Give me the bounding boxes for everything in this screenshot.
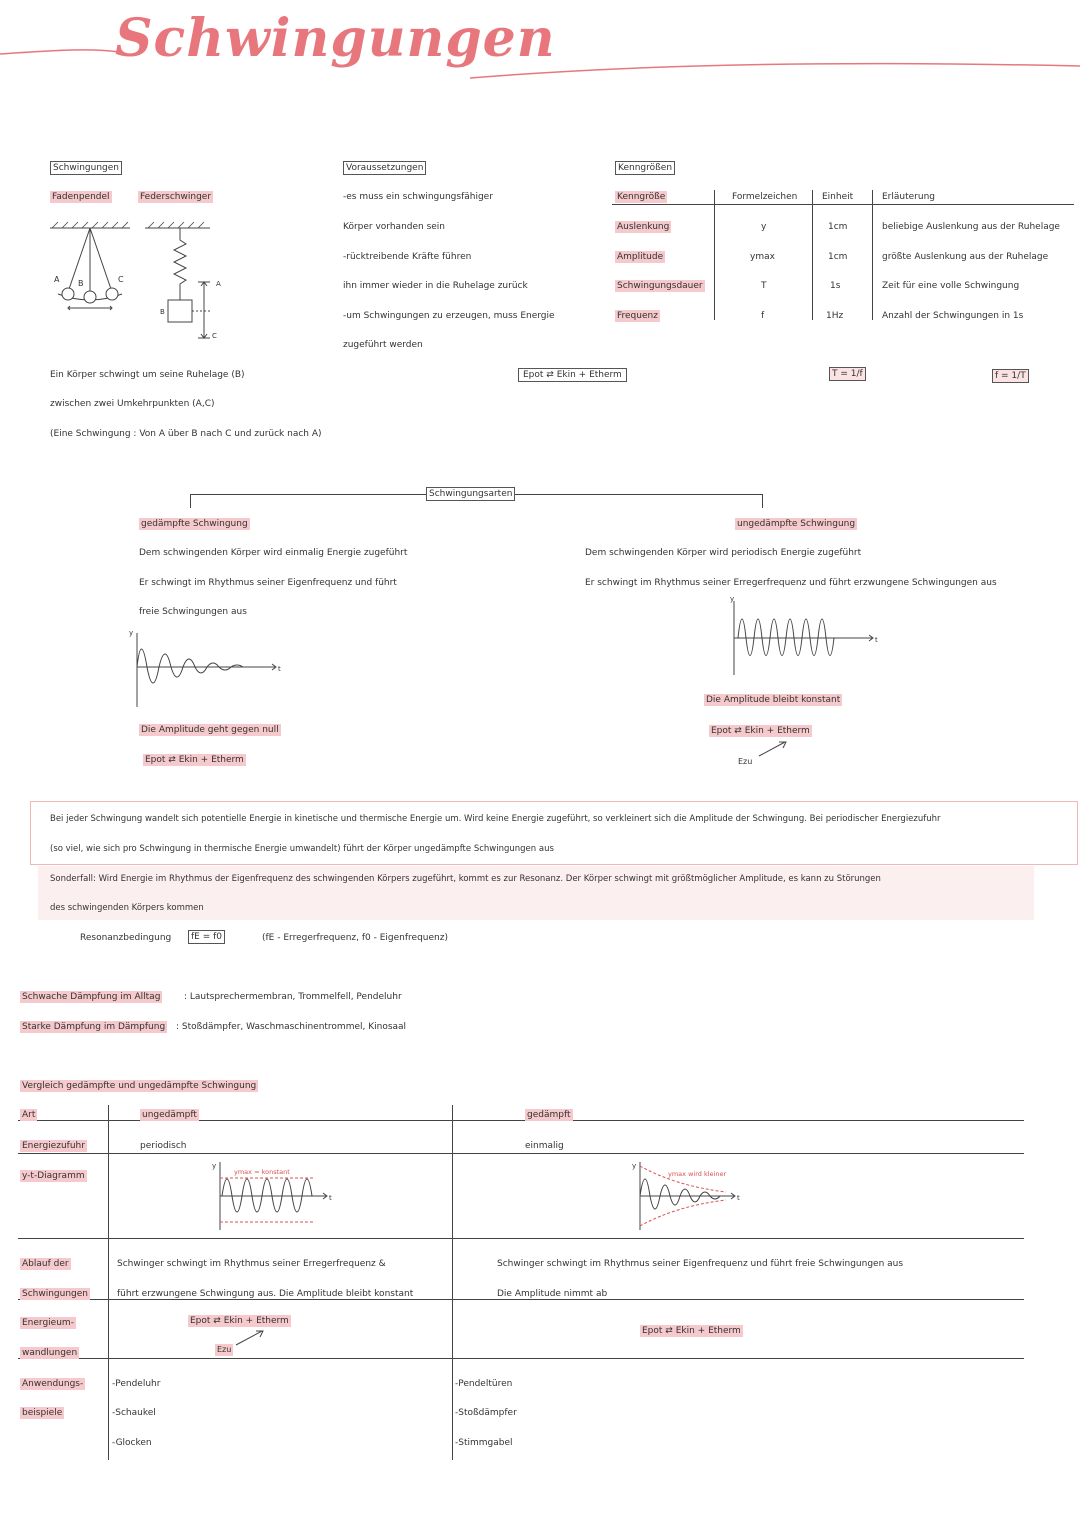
compare-row-wandlung-1: Energieum-: [22, 1318, 74, 1328]
label-federschwinger: Federschwinger: [140, 192, 212, 202]
voraussetzung-line-4: ihn immer wieder in die Ruhelage zurück: [343, 281, 528, 291]
compare-undamped-graph-y: y: [212, 1162, 217, 1170]
kenngroessen-col-divider-1: [714, 190, 715, 320]
types-bracket-left: [190, 494, 191, 508]
compare-undamped-ablauf-1: Schwinger schwingt im Rhythmus seiner Erregerfrequenz &: [117, 1259, 386, 1269]
undamped-energy-input-arrow: [755, 738, 795, 758]
damped-line-1: Dem schwingenden Körper wird einmalig Energie zugeführt: [139, 548, 408, 558]
compare-undamped-energy-conv: Epot ⇄ Ekin + Etherm: [190, 1316, 289, 1326]
formula-period: T = 1/f: [829, 367, 866, 381]
compare-rule-2: [18, 1153, 1024, 1154]
kenngroesse-row-4-name: Frequenz: [617, 311, 658, 321]
kenngroessen-header-kenngroesse: Kenngröße: [617, 192, 666, 202]
compare-damped-example-3: -Stimmgabel: [455, 1438, 513, 1448]
col1-text-1: Ein Körper schwingt um seine Ruhelage (B): [50, 370, 245, 380]
compare-rule-3: [18, 1238, 1024, 1239]
undamped-energy-input-label: Ezu: [738, 757, 753, 766]
pendulum-diagram: [40, 220, 140, 320]
kenngroesse-row-3-name: Schwingungsdauer: [617, 281, 703, 291]
energy-conversion-formula: Epot ⇄ Ekin + Etherm: [518, 368, 627, 382]
page-title: Schwingungen: [115, 8, 556, 69]
damped-energy-conversion: Epot ⇄ Ekin + Etherm: [145, 755, 244, 765]
kenngroessen-col-divider-2: [812, 190, 813, 320]
pendulum-point-b: B: [78, 279, 84, 288]
kenngroesse-row-1-desc: beliebige Auslenkung aus der Ruhelage: [882, 222, 1060, 232]
resonance-formula: fE = f0: [188, 930, 225, 944]
compare-undamped-energy-input-label: Ezu: [217, 1345, 232, 1354]
compare-head-undamped: ungedämpft: [142, 1110, 197, 1120]
compare-damped-energy-conv: Epot ⇄ Ekin + Etherm: [642, 1326, 741, 1336]
compare-row-energy: Energiezufuhr: [22, 1141, 85, 1151]
voraussetzung-line-3: -rücktreibende Kräfte führen: [343, 252, 472, 262]
compare-damped-energy: einmalig: [525, 1141, 564, 1151]
kenngroesse-row-2-unit: 1cm: [828, 252, 848, 262]
kenngroesse-row-4-unit: 1Hz: [826, 311, 844, 321]
compare-col-divider-2: [452, 1105, 453, 1460]
voraussetzung-line-1: -es muss ein schwingungsfähiger: [343, 192, 493, 202]
undamped-graph-y-label: y: [730, 595, 735, 603]
weak-damping-label: Schwache Dämpfung im Alltag: [22, 992, 161, 1002]
kenngroesse-row-1-name: Auslenkung: [617, 222, 670, 232]
compare-undamped-energy: periodisch: [140, 1141, 187, 1151]
undamped-energy-conversion: Epot ⇄ Ekin + Etherm: [711, 726, 810, 736]
resonance-label: Resonanzbedingung: [80, 933, 172, 943]
undamped-amplitude-note: Die Amplitude bleibt konstant: [706, 695, 841, 705]
undamped-line-2: Er schwingt im Rhythmus seiner Erregerfrequenz und führt erzwungene Schwingungen aus: [585, 578, 997, 588]
compare-damped-ablauf-1: Schwinger schwingt im Rhythmus seiner Eigenfrequenz und führt freie Schwingungen aus: [497, 1259, 904, 1269]
label-fadenpendel: Fadenpendel: [52, 192, 110, 202]
compare-row-ablauf-1: Ablauf der: [22, 1259, 69, 1269]
energy-note-box: [30, 801, 1078, 865]
kenngroesse-row-1-unit: 1cm: [828, 222, 848, 232]
kenngroesse-row-4-desc: Anzahl der Schwingungen in 1s: [882, 311, 1024, 321]
kenngroesse-row-3-desc: Zeit für eine volle Schwingung: [882, 281, 1020, 291]
compare-damped-example-2: -Stoßdämpfer: [455, 1408, 517, 1418]
note-paragraph-3: Sonderfall: Wird Energie im Rhythmus der Eigenfrequenz des schwingenden Körpers zugeführt, kommt es zur Resonanz. Der Körper schwingt mit größtmöglicher Amplitude, es kann zu Störungen: [50, 874, 881, 884]
spring-point-a: A: [216, 280, 221, 288]
spring-oscillator-diagram: [140, 220, 240, 345]
col1-text-3: (Eine Schwingung : Von A über B nach C und zurück nach A): [50, 429, 322, 439]
pendulum-point-a: A: [54, 275, 60, 284]
kenngroesse-row-2-desc: größte Auslenkung aus der Ruhelage: [882, 252, 1049, 262]
note-paragraph-2: (so viel, wie sich pro Schwingung in thermische Energie umwandelt) führt der Körper ungedämpfte Schwingungen aus: [50, 844, 554, 854]
damped-line-2: Er schwingt im Rhythmus seiner Eigenfrequenz und führt: [139, 578, 397, 588]
compare-damped-example-1: -Pendeltüren: [455, 1379, 513, 1389]
damped-line-3: freie Schwingungen aus: [139, 607, 247, 617]
compare-row-art: Art: [22, 1110, 36, 1120]
voraussetzung-line-6: zugeführt werden: [343, 340, 423, 350]
undamped-title: ungedämpfte Schwingung: [737, 519, 856, 529]
kenngroesse-row-2-name: Amplitude: [617, 252, 664, 262]
resonance-explanation: (fE - Erregerfrequenz, f0 - Eigenfrequenz): [262, 933, 448, 943]
strong-damping-label: Starke Dämpfung im Dämpfung: [22, 1022, 166, 1032]
compare-damped-graph: [626, 1158, 766, 1233]
compare-undamped-graph: [208, 1158, 348, 1233]
undamped-line-1: Dem schwingenden Körper wird periodisch Energie zugeführt: [585, 548, 862, 558]
voraussetzung-line-2: Körper vorhanden sein: [343, 222, 446, 232]
kenngroesse-row-3-symbol: T: [761, 281, 767, 291]
kenngroessen-header-erlaeuterung: Erläuterung: [882, 192, 935, 202]
undamped-oscillation-graph: [722, 595, 892, 680]
undamped-graph-t-label: t: [875, 636, 878, 644]
compare-row-anwendung-1: Anwendungs-: [22, 1379, 84, 1389]
compare-row-anwendung-2: beispiele: [22, 1408, 63, 1418]
compare-rule-5: [18, 1358, 1024, 1359]
compare-undamped-example-2: -Schaukel: [112, 1408, 156, 1418]
compare-undamped-graph-label: ymax = konstant: [234, 1168, 290, 1176]
section-heading-schwingungsarten: Schwingungsarten: [426, 487, 515, 501]
compare-damped-graph-y: y: [632, 1162, 637, 1170]
strong-damping-examples: : Stoßdämpfer, Waschmaschinentrommel, Kinosaal: [176, 1022, 407, 1032]
compare-col-divider-1: [108, 1105, 109, 1460]
compare-row-diagram: y-t-Diagramm: [22, 1171, 85, 1181]
kenngroessen-header-rule: [612, 204, 1074, 205]
damped-graph-t-label: t: [278, 665, 281, 673]
damped-title: gedämpfte Schwingung: [141, 519, 248, 529]
section-heading-kenngroessen: Kenngrößen: [615, 161, 675, 175]
compare-damped-graph-t: t: [737, 1194, 740, 1202]
compare-row-ablauf-2: Schwingungen: [22, 1289, 89, 1299]
note-paragraph-1: Bei jeder Schwingung wandelt sich potentielle Energie in kinetische und thermische Energie um. Wird keine Energie zugeführt, so verkleinert sich die Amplitude der Schwingung. Bei periodischer Energiezufuhr: [50, 814, 941, 824]
compare-undamped-energy-input-arrow: [232, 1327, 272, 1347]
spring-point-b: B: [160, 308, 165, 316]
section-heading-voraussetzungen: Voraussetzungen: [343, 161, 426, 175]
kenngroesse-row-4-symbol: f: [761, 311, 765, 321]
damped-oscillation-graph: [125, 625, 295, 710]
compare-damped-ablauf-2: Die Amplitude nimmt ab: [497, 1289, 608, 1299]
compare-damped-graph-label: ymax wird kleiner: [668, 1170, 727, 1178]
formula-frequency: f = 1/T: [992, 369, 1029, 383]
kenngroessen-header-einheit: Einheit: [822, 192, 854, 202]
kenngroesse-row-3-unit: 1s: [830, 281, 841, 291]
compare-undamped-graph-t: t: [329, 1194, 332, 1202]
kenngroessen-header-formelzeichen: Formelzeichen: [732, 192, 798, 202]
voraussetzung-line-5: -um Schwingungen zu erzeugen, muss Energie: [343, 311, 555, 321]
weak-damping-examples: : Lautsprechermembran, Trommelfell, Pendeluhr: [184, 992, 402, 1002]
section-heading-schwingungen: Schwingungen: [50, 161, 122, 175]
kenngroesse-row-2-symbol: ymax: [750, 252, 775, 262]
compare-undamped-ablauf-2: führt erzwungene Schwingung aus. Die Amplitude bleibt konstant: [117, 1289, 414, 1299]
spring-point-c: C: [212, 332, 217, 340]
kenngroesse-row-1-symbol: y: [761, 222, 767, 232]
note-paragraph-4: des schwingenden Körpers kommen: [50, 903, 204, 913]
compare-title: Vergleich gedämpfte und ungedämpfte Schwingung: [22, 1081, 257, 1091]
col1-text-2: zwischen zwei Umkehrpunkten (A,C): [50, 399, 215, 409]
pendulum-point-c: C: [118, 275, 124, 284]
damped-graph-y-label: y: [129, 629, 134, 637]
compare-head-damped: gedämpft: [527, 1110, 571, 1120]
compare-row-wandlung-2: wandlungen: [22, 1348, 78, 1358]
types-bracket-right: [762, 494, 763, 508]
kenngroessen-col-divider-3: [872, 190, 873, 320]
compare-undamped-example-3: -Glocken: [112, 1438, 152, 1448]
damped-amplitude-note: Die Amplitude geht gegen null: [141, 725, 279, 735]
compare-undamped-example-1: -Pendeluhr: [112, 1379, 161, 1389]
